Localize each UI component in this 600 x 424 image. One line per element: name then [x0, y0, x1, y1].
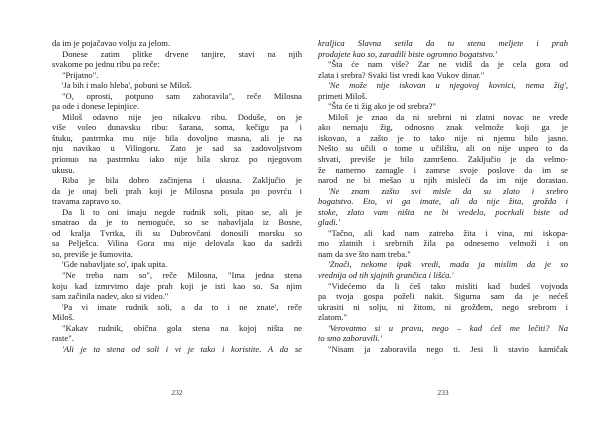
text-line: pa tvoja gospa poželi nakit. Sigurna sam da je nećeš — [318, 291, 568, 302]
text-line: "Videćemo da li ćeš tako misliti kad budeš vojvoda — [328, 280, 568, 291]
text-line: "Šta će ti žig ako je od srebra?" — [328, 101, 436, 112]
text-line: 'Verovatmo si u pravu, nego – kad ćeš me lečiti? Na — [328, 322, 568, 333]
text-line: da je onaj beli prah koji je Milosna posula po povrću i — [52, 185, 302, 196]
text-line: da im je pojačavao volju za jelom. — [52, 38, 171, 48]
text-line: 'Ali je ta stena od soli i vi je tako i koristite. A da se — [62, 343, 302, 354]
left-page-text — [52, 38, 302, 354]
text-line: Riba je bila dobro začinjena i ukusna. Zaključio je — [62, 175, 302, 186]
text-line: "Nisam ja zaboravila nego ti. Jesi li stavio kamičak — [328, 343, 568, 354]
text-line: od kralja Tvrtka, ili su Dubrovčani donosili morsku so — [52, 227, 302, 238]
text-line: primeti Miloš. — [318, 90, 368, 101]
text-line: Da li to oni imaju negde rudnik soli, pitao se, ali je — [62, 206, 302, 217]
text-line: "Prijatno". — [62, 69, 99, 80]
text-line: kraljica Slavna setila da tu stenu meljete i prah — [318, 38, 568, 48]
text-line: raste". — [52, 333, 74, 344]
text-line: Nešto su učili o tome u učilištu, ali on nije uspeo to da — [318, 143, 568, 154]
text-line: 'Ja bih i malo hleba', pobuni se Miloš. — [62, 80, 192, 91]
text-line: shvati, previše je bilo zamršeno. Zaključio je da velmo- — [318, 154, 568, 165]
text-line: travama zapravo so. — [52, 196, 121, 207]
right-page — [318, 38, 568, 354]
text-line: "Ne treba nam so", reče Milosna, "Ima jedna stena — [62, 270, 302, 281]
text-line: gladi.' — [318, 217, 340, 228]
text-line: koju kad izmrvimo daje prah koji je isti kao so. Sa njim — [52, 280, 302, 291]
text-line: iskovao, a zašto je to tako nije ni njemu bilo jasno. — [318, 132, 568, 143]
right-page-text — [318, 38, 568, 354]
text-line: že namerno zamagle i zamrse svoje poslove da im se — [318, 164, 568, 175]
text-line: ukrasiti ni solju, ni žitom, ni grožđem, nego srebrom i — [318, 301, 568, 312]
text-line: više voleo dunavsku ribu: šarana, soma, kečigu pa i — [52, 122, 302, 133]
text-line: 'Pa vi imate rudnik soli, a da to i ne znate', reče — [62, 301, 302, 312]
text-line: smatrao da je to nemoguće, so se nabavljala iz Bosne, — [52, 217, 302, 228]
text-line: narod ne bi mešao u njih misleći da im nije dorastao. — [318, 175, 568, 186]
text-line: zlata i srebra? Svaki list vredi kao Vukov dinar." — [318, 69, 485, 80]
text-line: ako nemaju žig, odnosno znak velmože koji ga je — [318, 122, 568, 133]
text-line: vrednija od tih sjajnih grančica i lišća.' — [318, 270, 454, 281]
text-line: "O, oprosti, potpuno sam zaboravila", reče Milosna — [62, 90, 302, 101]
text-line: svakome po jednu ribu pa reče: — [52, 59, 160, 70]
text-line: "Šta će nam više? Zar ne vidiš da je cela gora od — [328, 59, 568, 70]
text-line: bogatstvo. Eto, vi ga imate, ali da nije žita, grožđa i — [318, 196, 568, 207]
text-line: "Tačno, ali kad nam zatreba žita i vina, mi iskopa- — [328, 227, 568, 238]
text-line: Miloš. — [52, 312, 75, 323]
text-line: štuku, pastrmka mu nije bila dovoljno masna, ali je na — [52, 132, 302, 143]
text-line: ukusu. — [52, 164, 75, 175]
text-line: prodajete kao so, zaradili biste ogromno bogatstvo.' — [318, 48, 497, 59]
text-line: so, previše je šumovita. — [52, 248, 133, 259]
text-line: pa ode i donese lepinjice. — [52, 101, 140, 112]
left-page — [52, 38, 302, 354]
text-line: "Kakav rudnik, obična gola stena na kojoj ništa ne — [62, 322, 302, 333]
text-line: sa Pelješca. Vilina Gora mu nije delovala kao da sadrži — [52, 238, 302, 249]
text-line: zlatom." — [318, 312, 348, 323]
text-line: stoke, zlato vam ništa ne bi vredelo, pocrkali biste od — [318, 206, 568, 217]
text-line: to smo zaboravili.' — [318, 333, 382, 344]
text-line: nam da sve što nam treba." — [318, 248, 411, 259]
text-line: sam začinila nadev, ako si video." — [52, 291, 169, 302]
left-page-number: 232 — [171, 388, 183, 397]
right-page-number: 233 — [437, 388, 449, 397]
text-line: nju navikao u Vilingoru. Zato je sad sa zadovoljstvom — [52, 143, 302, 154]
text-line: prionuo na pastrmku iako nije bila skroz po njegovom — [52, 154, 302, 165]
text-line: 'Gde nabavljate so', ipak upita. — [62, 259, 168, 270]
text-line: Donese zatim plitke drvene tanjire, stavi na njih — [62, 48, 302, 59]
text-line: 'Ne može nije iskovan u njegovoj kovnici, nema žig', — [328, 80, 568, 91]
text-line: Miloš je znao da ni srebrni ni zlatni novac ne vrede — [328, 111, 568, 122]
text-line: Miloš odavno nije jeo nikakvu ribu. Doduše, on je — [62, 111, 302, 122]
text-line: 'Znači, nekome ipak vredi, mada ja mislim da je so — [328, 259, 568, 270]
text-line: 'Ne znam zašto svi misle da su zlato i srebro — [328, 185, 568, 196]
text-line: mo zlatnih i srebrnih žila pa odnesemo velmoži i on — [318, 238, 568, 249]
